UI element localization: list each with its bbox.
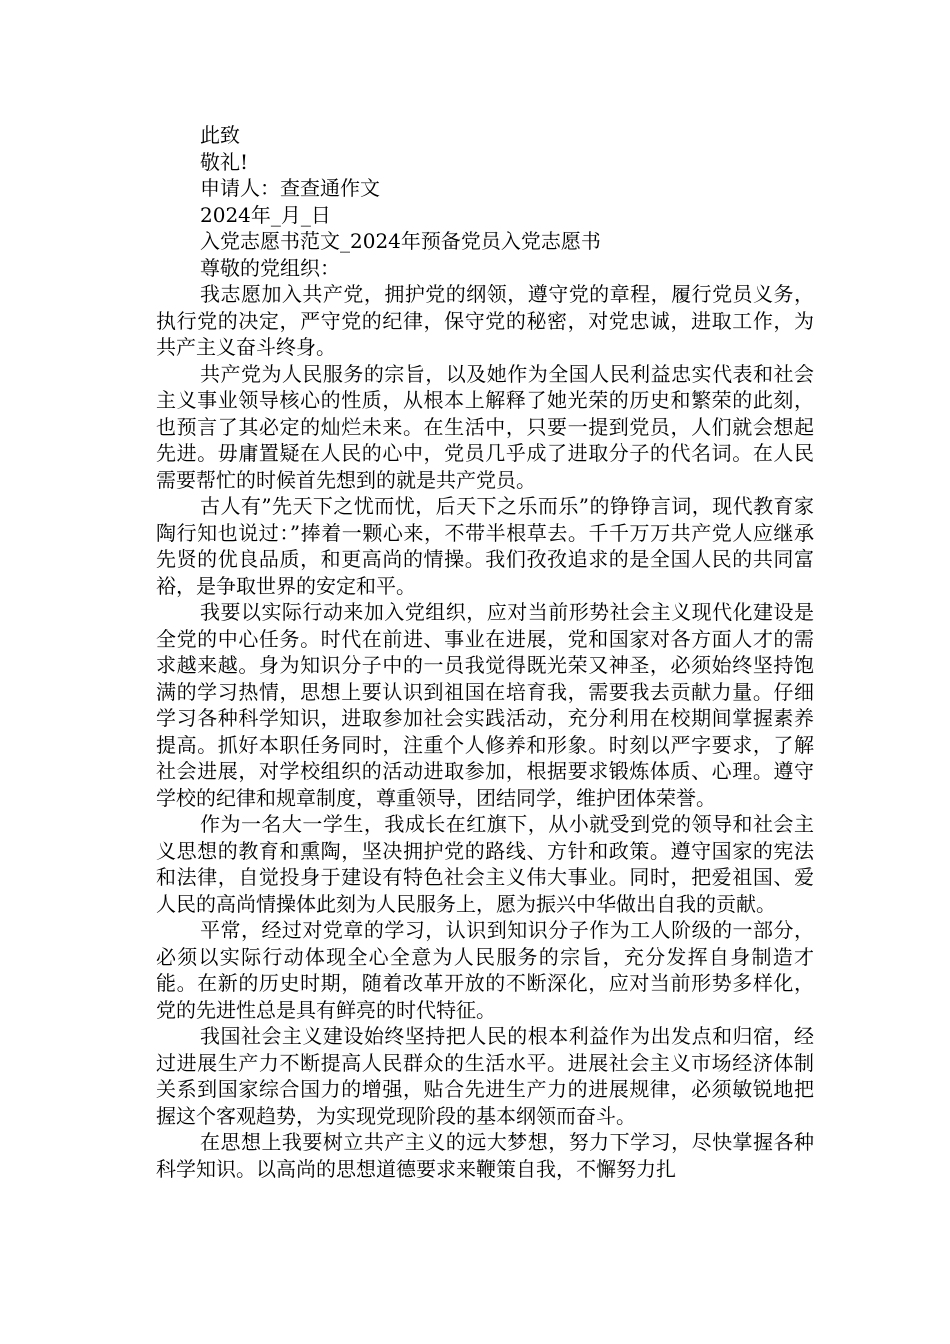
closing-salutation-2: 敬礼! bbox=[200, 149, 249, 174]
applicant-line: 申请人：查查通作文 bbox=[200, 176, 380, 200]
body-paragraph: 我要以实际行动来加入党组织，应对当前形势社会主义现代化建设是全党的中心任务。时代在前进、事业在进展，党和国家对各方面人才的需求越来越。身为知识分子中的一员我觉得既光荣又神圣，必须始终坚持饱满的学习热情，思想上要认识到祖国在培育我，需要我去贡献力量。仔细学习各种科学知识，进取参加社会实践活动，充分利用在校期间掌握素养提高。抓好本职任务同时，注重个人修养和形象。时刻以严字要求，了解社会进展，对学校组织的活动进取参加，根据要求锻炼体质、心理。遵守学校的纪律和规章制度，尊重领导，团结同学，维护团体荣誉。 bbox=[156, 600, 814, 810]
closing-salutation-1: 此致 bbox=[200, 123, 240, 147]
body-paragraph: 我志愿加入共产党，拥护党的纲领，遵守党的章程，履行党员义务，执行党的决定，严守党的纪律，保守党的秘密，对党忠诚，进取工作，为共产主义奋斗终身。 bbox=[156, 282, 814, 359]
body-paragraph: 我国社会主义建设始终坚持把人民的根本利益作为出发点和归宿，经过进展生产力不断提高人民群众的生活水平。进展社会主义市场经济体制关系到国家综合国力的增强，贴合先进生产力的进展规律，必须敏锐地把握这个客观趋势，为实现党现阶段的基本纲领而奋斗。 bbox=[156, 1024, 814, 1128]
body-paragraph: 古人有”先天下之忧而忧，后天下之乐而乐”的铮铮言词，现代教育家陶行知也说过：”捧着一颗心来，不带半根草去。千千万万共产党人应继承先贤的优良品质，和更高尚的情操。我们孜孜追求的是全国人民的共同富裕，是争取世界的安定和平。 bbox=[156, 494, 814, 598]
body-paragraph: 作为一名大一学生，我成长在红旗下，从小就受到党的领导和社会主义思想的教育和熏陶，坚决拥护党的路线、方针和政策。遵守国家的宪法和法律，自觉投身于建设有特色社会主义伟大事业。同时，把爱祖国、爱人民的高尚情操体此刻为人民服务上，愿为振兴中华做出自我的贡献。 bbox=[156, 812, 814, 916]
document-body bbox=[156, 122, 814, 1182]
body-paragraph: 平常，经过对党章的学习，认识到知识分子作为工人阶级的一部分，必须以实际行动体现全心全意为人民服务的宗旨，充分发挥自身制造才能。在新的历史时期，随着改革开放的不断深化，应对当前形势多样化，党的先进性总是具有鲜亮的时代特征。 bbox=[156, 918, 814, 1022]
body-paragraph: 共产党为人民服务的宗旨，以及她作为全国人民利益忠实代表和社会主义事业领导核心的性质，从根本上解释了她光荣的历史和繁荣的此刻，也预言了其必定的灿烂未来。在生活中，只要一提到党员，人们就会想起先进。毋庸置疑在人民的心中，党员几乎成了进取分子的代名词。在人民需要帮忙的时候首先想到的就是共产党员。 bbox=[156, 361, 814, 492]
greeting-line: 尊敬的党组织： bbox=[200, 255, 340, 280]
body-paragraph: 在思想上我要树立共产主义的远大梦想，努力下学习，尽快掌握各种科学知识。以高尚的思想道德要求来鞭策自我，不懈努力扎 bbox=[156, 1130, 814, 1181]
date-line: 2024年_月_日 bbox=[200, 202, 331, 227]
document-title: 入党志愿书范文_2024年预备党员入党志愿书 bbox=[200, 229, 601, 253]
